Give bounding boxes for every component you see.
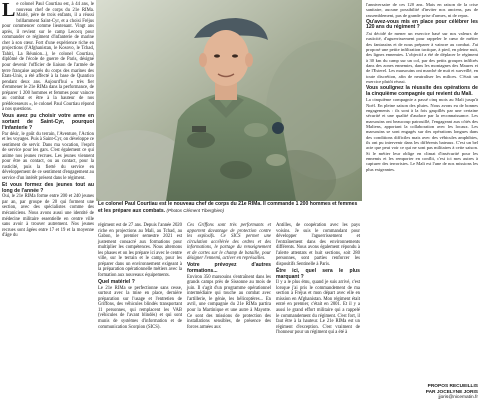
article-column-1 bbox=[2, 2, 94, 239]
question-heading: Vous avez pu choisir votre arme en sortant de Saint-Cyr, pourquoi l'infanterie ? bbox=[2, 113, 94, 131]
signature-title: PROPOS RECUEILLIS bbox=[427, 384, 478, 389]
colonel-portrait-photo bbox=[96, 0, 362, 201]
question-heading: Vous soulignez la réussite des opérations de la cinquième compagnie qui revient du Mali. bbox=[366, 84, 478, 97]
photo-caption: Le colonel Paul Courtiau est le nouveau chef de corps du 21e RIMa. Il commande 1 200 hommes et femmes et les prépare aux combats. (Photos Clément Tiberghien) bbox=[98, 201, 358, 214]
intro-paragraph: Le colonel Paul Courtiau est, à 44 ans, le nouveau chef de corps du 21e RIMa. Marié, père de trois enfants, il a réussi brillamment Saint-Cyr, et a choisi Fréjus pour commencer comme lieutenant. Vingt ans après, il revient sur le camp Lecocq pour commander ce régiment d'infanterie de marine cher à son cœur. Fort d'une expérience riche en projections (l'Afghanistan, le Kosovo, le Tchad, Tahiti, La Réunion...), le colonel Courtiau, diplômé de l'école de guerre de Paris, désigné pour devenir l'officier de liaison de l'armée de terre française auprès du corps des marines des États-Unis, a été affecté à la base de Quantico pendant deux ans. Aujourd'hui « très fier d'emmener le 21e RIMa dans la performance, de préparer 1 200 hommes et femmes pour vaincre au combat et être à la hauteur de nos prédécesseurs », le colonel Paul Courtiau répond à nos questions. bbox=[2, 0, 94, 113]
answer-paragraph: Environ 350 marsouins s'entraînent dans les grands camps près de Sissonne au mois de juin. Il s'agit d'un programme opérationnel intermédiaire qui touche au combat avec l'artillerie, le génie, les hélicoptères... En avril, une compagnie du 21e RIMa partira pour la Martinique et une autre à Mayotte. Ce sont des missions de protection des installations sensibles, de présence des forces armées aux bbox=[187, 274, 271, 330]
article-photo bbox=[96, 0, 362, 201]
question-heading: Et vous formez des jeunes tout au long de l'année ? bbox=[2, 181, 94, 194]
article-column-5 bbox=[366, 2, 478, 172]
answer-paragraph: J'ai décidé de mener un exercice basé sur nos valeurs de rusticité, d'aguerrissement pour rappeler le cœur de métier des fantassins et de nous préparer à vaincre au combat. J'ai proposé une petite infiltration tactique, à pied, en pleine nuit, des lignes ennemies. L'objectif a été de déplacer le régiment à 30 km du camp sur un col, par des petits groupes infiltrés dans des zones ennemies, dans les montagnes des Maures et de l'Esterel. Les marsouins ont marché de nuit et surveillé, en toute discrétion, afin de neutraliser les milices. C'était un exercice plutôt réussi. bbox=[366, 30, 478, 85]
question-heading: Être ici, quel sera le plus marquant ? bbox=[276, 267, 360, 280]
answer-paragraph: La cinquième compagnie a passé cinq mois au Mali jusqu'à Noël. En pleine saison des pluies. Nous avons eu de bonnes engagements : ils sont à la fois gaspillés par une certaine sécurité et une qualité d'audace par la reconnaissance. Les marsouins ont beaucoup patrouillé, l'engageant aux côtés des Maliens, apportant la collaboration avec les locaux. Les marsouins se sont engagés sur des opérations longues dans des conditions difficiles mais avec des véhicules amphibies, ils ont pu intervenir dans les différents bateaux. C'est un bel acte que peut voir ce qui ne sont pas militaires à cette saison. Si le métier leur oblige en climat d'insécurité pour les ennemis et les remporter en conflit, c'est ici mes autres à capturer des terroristes. Le Mali est l'une de nos missions les plus exigeantes. bbox=[366, 97, 478, 172]
answer-paragraph: Il y a le plus ému, quand je suis arrivé, c'est lorsque j'ai pris le commandement de ma section à Fréjus et mon départ avec elle en mission en Afghanistan. Mon régiment était entré en premier, c'était en 2001. Et il y a aussi le grand effort militaire qui a rappelé le commandement du régiment. C'est fort, il faut être à la hauteur. Le 21e RIMa est un régiment d'exception. C'est vraiment de l'honneur pour un régiment qui a été à bbox=[276, 280, 360, 336]
answer-paragraph: Le 21e RIMa se perfectionne sans cesse, surtout avec la mise en place, dernière préparation sur l'usage et l'entretien de Griffons, des véhicules blindés transportant 11 personnes, qui remplacent les VAB (véhicules de l'avant blindés) et qui sont munis de systèmes d'information et de communication Scorpion (SICS). bbox=[98, 285, 182, 330]
body-paragraph: l'anniversaire de ces 120 ans. Mais en raison de la crise sanitaire, aucune possibilité d'inviter nos anciens, pas de rassemblement, pas de grande prise d'armes, ni de repas. bbox=[366, 2, 478, 18]
answer-paragraph: Par désir, le goût du terrain, l'Aventure, l'Action et les voyages. Puis à Saint-Cyr, on développe ce sentiment de servir. Dans ma vocation, l'esprit de service pour les gars. C'est également ce qui anime nos jeunes recrues. Les jeunes viennent pour être au contact, ou au contact, pour la rusticité, puis la fierté du service en développement de ce sentiment d'engagement au service d'un intérêt présent dans le régiment. bbox=[2, 131, 94, 181]
question-heading: Qu'avez-vous mis en place pour célébrer les 120 ans du régiment ? bbox=[366, 18, 478, 31]
body-paragraph: régiment est de 27 ans. Depuis l'année 2020 riche en projections au Mali, au Tchad, au Gabon, le premier semestre 2021 est justement consacré aux formations pour multiplier les compétences. Nous alternons les phases et on les prépare ici avec le centre ville, sur le terrain et le camp, pour les préparer dans un environnement exigeant à la préparation opérationnelle métiers avec la formation aux nouveaux équipements. bbox=[98, 223, 182, 278]
answer-paragraph: Oui, le 21e RIMa forme entre 200 et 240 jeunes par an, par groupe de 20 qui forment une section, avec des spécialistes comme des mécaniciens. Nous avons aussi une identité de médecine militaire essentielle en centre ville sans avoir à trouver autrement. Nos jeunes recrues sont âgées entre 17 et 19 et la moyenne d'âge du bbox=[2, 194, 94, 239]
article-column-2 bbox=[98, 223, 182, 330]
body-paragraph: Ces Griffons sont très performants et apportent davantage de protection contre les explosifs. Ce SICS permet une circulation accélérée des ordres et des informations, le partage du renseignement et de cartes sur le champ de bataille, pour désigner l'ennemi, activer en représailles. bbox=[187, 223, 271, 262]
article-signature bbox=[410, 384, 478, 401]
photo-credit: (Photos Clément Tiberghien) bbox=[166, 207, 225, 213]
signature-email: jjoris@nicematin.fr bbox=[438, 395, 478, 401]
body-paragraph: Antilles, de coopération avec les pays voisins. Je suis le commandant pour développer l'aguerrissement et l'entraînement dans des environnements différents. Nous avons également répondu à l'alerte attentats et huit sections, soit 280 personnes, sont parties renforcer les dispositifs Sentinelle à Paris. bbox=[276, 223, 360, 267]
article-column-4 bbox=[276, 223, 360, 336]
question-heading: Quel matériel ? bbox=[98, 278, 135, 285]
question-heading: Votre prévoyez d'autres formations... bbox=[187, 262, 271, 275]
article-column-3 bbox=[187, 223, 271, 330]
signature-author: PAR JOCELYNE JORIS bbox=[425, 389, 478, 395]
drop-cap: L bbox=[2, 0, 16, 21]
